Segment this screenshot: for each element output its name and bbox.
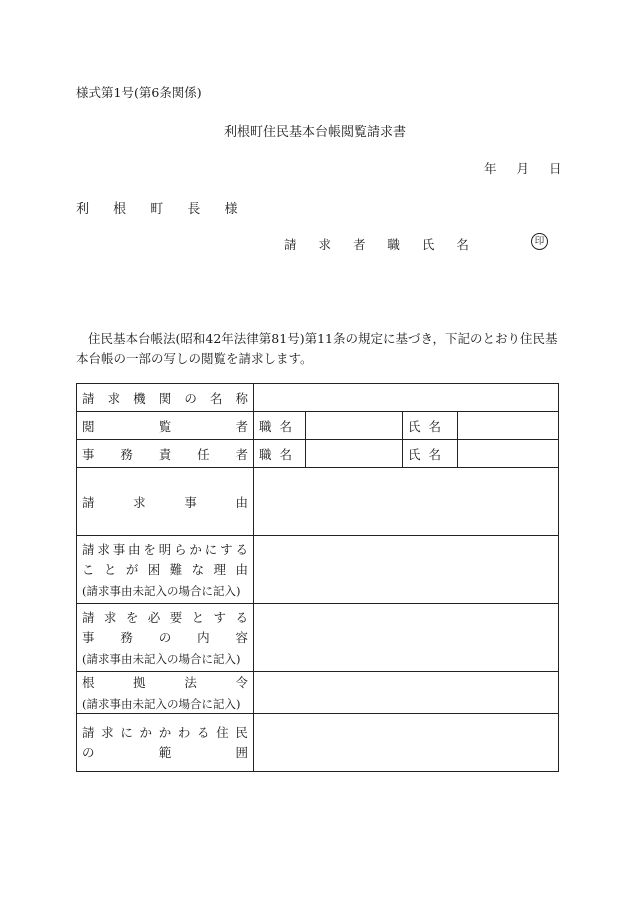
label-char: 囲 bbox=[235, 744, 248, 760]
field-difficult-reason[interactable] bbox=[254, 536, 559, 604]
label-char: 由 bbox=[128, 541, 141, 557]
label-char: 必 bbox=[147, 609, 161, 625]
label-reason bbox=[77, 468, 254, 536]
label-char: る bbox=[235, 609, 248, 625]
viewer-text bbox=[82, 417, 248, 435]
date-line bbox=[484, 159, 574, 177]
label-char: か bbox=[158, 724, 172, 740]
label-business bbox=[77, 604, 254, 672]
field-reason[interactable] bbox=[254, 468, 559, 536]
label-char: 根 bbox=[82, 674, 95, 690]
label-viewer bbox=[77, 412, 254, 440]
difficult-reason-line-2 bbox=[82, 560, 248, 580]
label-char: 任 bbox=[197, 446, 210, 462]
label-char: 令 bbox=[235, 674, 248, 690]
label-char: に bbox=[204, 541, 218, 557]
form-number: 様式第1号(第6条関係) bbox=[76, 85, 202, 100]
label-char: を bbox=[125, 609, 139, 625]
agency-name-text bbox=[82, 389, 248, 407]
label-char: 理 bbox=[213, 561, 227, 577]
label-char: を bbox=[143, 541, 156, 557]
row-manager bbox=[77, 440, 559, 468]
label-manager bbox=[77, 440, 254, 468]
label-char: 内 bbox=[197, 629, 210, 645]
date-month-label: 月 bbox=[516, 161, 534, 176]
basis-law-line bbox=[82, 673, 248, 693]
reason-text bbox=[82, 493, 248, 511]
label-char: な bbox=[191, 561, 205, 577]
business-note: (請求事由未記入の場合に記入) bbox=[82, 651, 241, 666]
label-char: る bbox=[197, 724, 210, 740]
label-viewer-name: 氏名 bbox=[403, 412, 458, 440]
difficult-reason-note: (請求事由未記入の場合に記入) bbox=[82, 583, 241, 598]
label-char: 由 bbox=[235, 561, 248, 577]
field-agency-name[interactable] bbox=[254, 384, 559, 412]
label-char: に bbox=[120, 724, 133, 740]
label-char: 関 bbox=[158, 390, 172, 406]
row-business bbox=[77, 604, 559, 672]
label-char: す bbox=[220, 541, 233, 557]
label-char: 求 bbox=[107, 390, 121, 406]
label-char: 事 bbox=[184, 494, 197, 510]
label-char: る bbox=[235, 541, 248, 557]
business-line-2 bbox=[82, 628, 248, 648]
residents-line-2 bbox=[82, 743, 248, 763]
field-manager-name[interactable] bbox=[458, 440, 559, 468]
label-char: 容 bbox=[235, 629, 248, 645]
addressee: 利 根 町 長 様 bbox=[76, 202, 248, 217]
label-residents-scope bbox=[77, 714, 254, 772]
label-char: 称 bbox=[235, 390, 248, 406]
label-char: 求 bbox=[133, 494, 146, 510]
label-agency-name bbox=[77, 384, 254, 412]
label-char: 事 bbox=[82, 446, 95, 462]
label-char: 責 bbox=[158, 446, 172, 462]
label-char: 者 bbox=[235, 418, 248, 434]
label-manager-job-title: 職名 bbox=[254, 440, 306, 468]
label-char: 求 bbox=[101, 724, 114, 740]
label-char: 範 bbox=[158, 744, 172, 760]
label-char: 求 bbox=[97, 541, 110, 557]
label-char: 覧 bbox=[158, 418, 172, 434]
manager-text bbox=[82, 445, 248, 463]
label-char: 請 bbox=[82, 609, 95, 625]
row-reason bbox=[77, 468, 559, 536]
business-line-1 bbox=[82, 608, 248, 628]
label-char: 民 bbox=[235, 724, 248, 740]
label-char: 要 bbox=[169, 609, 183, 625]
label-char: わ bbox=[177, 724, 191, 740]
label-char: か bbox=[139, 724, 153, 740]
label-basis-law bbox=[77, 672, 254, 714]
label-char: と bbox=[103, 561, 117, 577]
label-char: 拠 bbox=[133, 674, 146, 690]
label-char: 明 bbox=[158, 541, 172, 557]
label-char: 請 bbox=[82, 541, 95, 557]
label-char: か bbox=[189, 541, 202, 557]
label-char: 困 bbox=[147, 561, 161, 577]
row-basis-law bbox=[77, 672, 559, 714]
label-char: 由 bbox=[235, 494, 248, 510]
field-residents-scope[interactable] bbox=[254, 714, 559, 772]
label-char: 事 bbox=[112, 541, 126, 557]
document-title: 利根町住民基本台帳閲覧請求書 bbox=[223, 125, 406, 140]
row-residents-scope bbox=[77, 714, 559, 772]
label-char: の bbox=[184, 390, 197, 406]
label-char: 請 bbox=[82, 494, 95, 510]
residents-line-1 bbox=[82, 723, 248, 743]
date-day-label: 日 bbox=[549, 161, 566, 176]
label-char: 求 bbox=[103, 609, 117, 625]
label-char: と bbox=[191, 609, 205, 625]
label-char: の bbox=[158, 629, 172, 645]
label-manager-name: 氏名 bbox=[403, 440, 458, 468]
row-viewer bbox=[77, 412, 559, 440]
request-form-table bbox=[76, 383, 559, 772]
label-char: 務 bbox=[120, 629, 133, 645]
label-char: 機 bbox=[133, 390, 146, 406]
label-difficult-reason bbox=[77, 536, 254, 604]
label-char: 請 bbox=[82, 390, 95, 406]
requester-label: 請 求 者 職 氏 名 bbox=[284, 237, 478, 252]
field-manager-job-title[interactable] bbox=[306, 440, 403, 468]
label-char: 者 bbox=[235, 446, 248, 462]
label-char: 務 bbox=[120, 446, 133, 462]
label-char: 難 bbox=[169, 561, 183, 577]
field-basis-law[interactable] bbox=[254, 672, 559, 714]
date-year-label: 年 bbox=[484, 161, 501, 176]
field-business[interactable] bbox=[254, 604, 559, 672]
label-char: 名 bbox=[209, 390, 223, 406]
label-char: こ bbox=[82, 561, 95, 577]
label-viewer-job-title: 職名 bbox=[254, 412, 306, 440]
label-char: す bbox=[213, 609, 227, 625]
label-char: 事 bbox=[82, 629, 95, 645]
label-char: が bbox=[125, 561, 139, 577]
label-char: 閲 bbox=[82, 418, 95, 434]
row-agency-name bbox=[77, 384, 559, 412]
label-char: の bbox=[82, 744, 95, 760]
request-statement: 住民基本台帳法(昭和42年法律第81号)第11条の規定に基づき，下記のとおり住民基本台帳の一部の写しの閲覧を請求します。 bbox=[76, 331, 558, 366]
row-difficult-reason bbox=[77, 536, 559, 604]
field-viewer-name[interactable] bbox=[458, 412, 559, 440]
label-char: 法 bbox=[184, 674, 197, 690]
label-char: 請 bbox=[82, 724, 95, 740]
basis-law-note: (請求事由未記入の場合に記入) bbox=[82, 696, 241, 711]
label-char: ら bbox=[174, 541, 187, 557]
seal-mark: 印 bbox=[531, 233, 548, 250]
field-viewer-job-title[interactable] bbox=[306, 412, 403, 440]
difficult-reason-line-1 bbox=[82, 540, 248, 560]
label-char: 住 bbox=[216, 724, 229, 740]
